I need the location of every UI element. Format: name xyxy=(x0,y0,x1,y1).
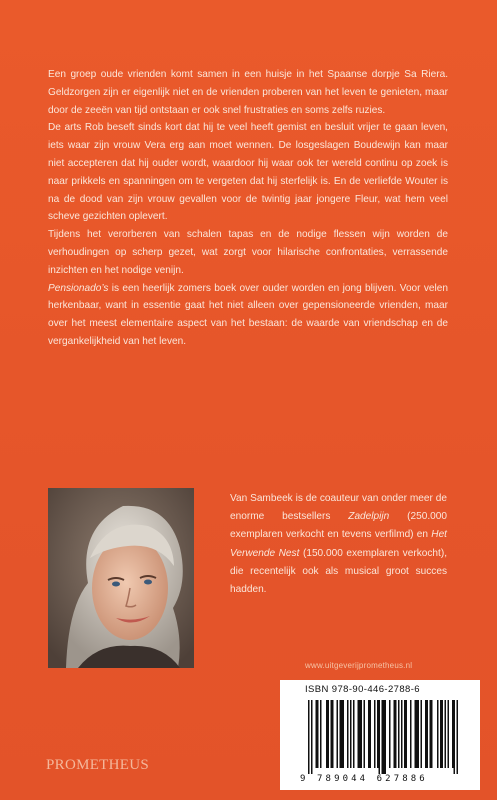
book-title: Pensionado’s xyxy=(48,282,109,294)
blurb-paragraph-2: De arts Rob beseft sinds kort dat hij te veel heeft gemist en besluit vrijer te gaan leven, iets waar zijn vrouw Vera erg aan moet wennen. De losgeslagen Boudewijn kan maar niet accepteren dat hij ouder wordt, waardoor hij waar ook ter wereld continu op zoek is naar prikkels en spanningen om te vergeten dat hij sterfelijk is. En de verliefde Wouter is na de dood van zijn vrouw gevallen voor de twintig jaar jongere Fleur, wat hem veel scheve gezichten oplevert. xyxy=(48,122,448,223)
bio-text-3: (150.000 exemplaren verkocht), die recentelijk ook als musical groot succes hadden. xyxy=(230,547,447,596)
isbn-barcode-box xyxy=(280,680,480,790)
blurb-text xyxy=(48,66,448,351)
author-portrait-image xyxy=(48,488,194,668)
barcode-icon xyxy=(308,700,458,774)
publisher-logo: PROMETHEUS xyxy=(46,757,150,773)
blurb-paragraph-4 xyxy=(48,280,448,351)
bio-book-1: Zadelpijn xyxy=(348,511,390,523)
publisher-url: www.uitgeverijprometheus.nl xyxy=(305,661,413,670)
bio-text-1: Van Sambeek is de coauteur van onder meer de enorme bestsellers xyxy=(230,493,447,523)
blurb-paragraph-3: Tijdens het verorberen van schalen tapas en de nodige flessen wijn worden de verhoudingen op scherp gezet, wat zorgt voor hilarische confrontaties, verrassende inzichten en het nodige venijn. xyxy=(48,229,448,276)
author-photo xyxy=(48,488,194,668)
blurb-paragraph-4-text: is een heerlijk zomers boek over ouder worden en jong blijven. Voor velen herkenbaar, want in essentie gaat het niet alleen over gepensioneerde vrienden, maar over het meest elementaire aspect van het bestaan: de waarde van vriendschap en de vergankelijkheid van het leven. xyxy=(48,282,448,347)
author-bio xyxy=(230,490,447,599)
barcode-digits: 9 789044 627886 xyxy=(300,774,428,784)
bio-book-2: Het Verwende Nest xyxy=(230,529,447,559)
bio-text-2: (250.000 exemplaren verkocht en tevens verfilmd) en xyxy=(230,511,447,541)
isbn-label: ISBN 978-90-446-2788-6 xyxy=(305,684,420,695)
blurb-paragraph-1: Een groep oude vrienden komt samen in een huisje in het Spaanse dorpje Sa Riera. Geldzorgen zijn er eigenlijk niet en de vrienden proberen van het leven te genieten, maar door de zeeën van tijd ontstaan er ook snel frustraties en soms zelfs ruzies. xyxy=(48,69,448,116)
author-bio-paragraph xyxy=(230,490,447,599)
